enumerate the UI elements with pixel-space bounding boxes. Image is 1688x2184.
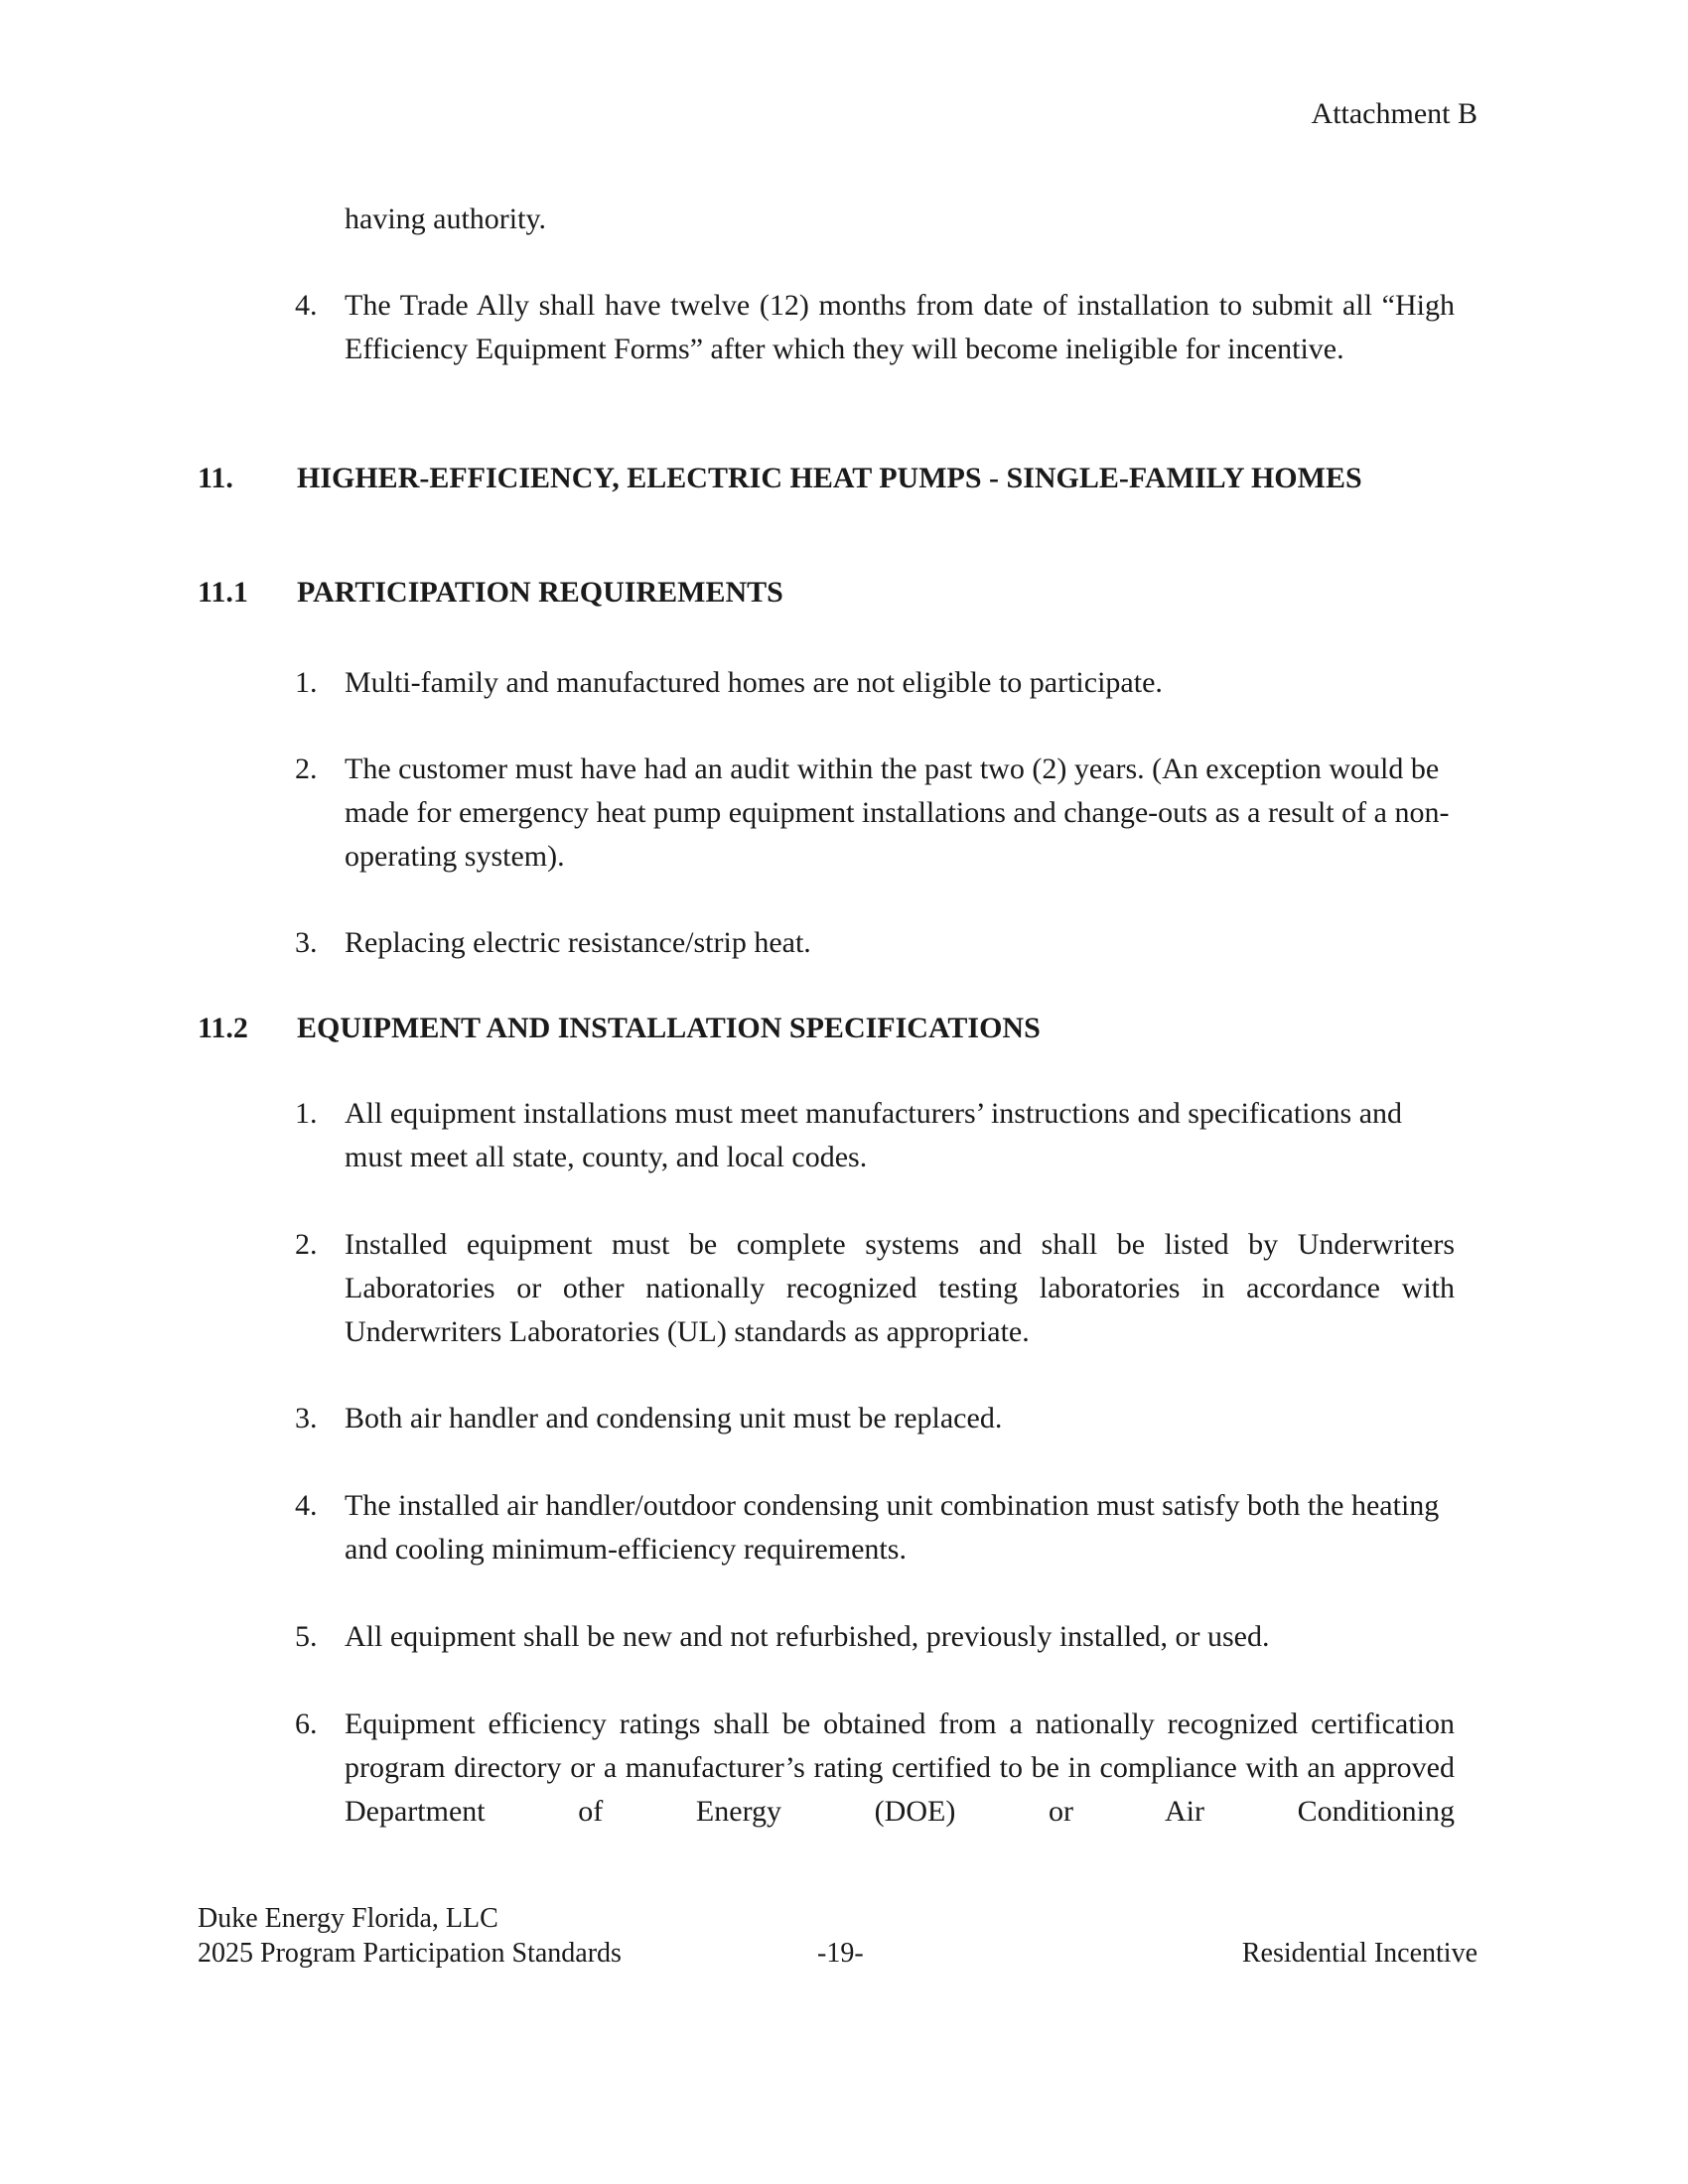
list-item-text: All equipment shall be new and not refurbished, previously installed, or used. <box>345 1620 1270 1653</box>
continuation-text: having authority. <box>345 203 547 235</box>
list-item-text: Installed equipment must be complete systems and shall be listed by Underwriters Laboratories or other nationally recognized testing laboratories in accordance with Underwriters Laboratories (UL) standards as appropriate. <box>345 1228 1455 1348</box>
section-title: EQUIPMENT AND INSTALLATION SPECIFICATIONS <box>297 1012 1041 1044</box>
list-item <box>295 1223 1455 1354</box>
list-item <box>295 748 1455 879</box>
list-item-number: 6. <box>295 1707 318 1740</box>
section-heading-11-2 <box>198 1010 1369 1047</box>
list-item-number: 2. <box>295 1228 318 1261</box>
list-item-number: 5. <box>295 1620 318 1653</box>
section-number: 11.2 <box>198 1012 248 1044</box>
list-item-number: 1. <box>295 666 318 699</box>
list-item-number: 3. <box>295 1402 318 1434</box>
section-heading-11 <box>198 460 1369 497</box>
list-item <box>295 1484 1455 1571</box>
attachment-label: Attachment B <box>1311 97 1477 130</box>
list-item <box>295 284 1455 371</box>
footer-document: 2025 Program Participation Standards <box>198 1938 622 1969</box>
list-item-text: Multi-family and manufactured homes are not eligible to participate. <box>345 666 1163 699</box>
section-number: 11.1 <box>198 576 248 609</box>
section-title: PARTICIPATION REQUIREMENTS <box>297 576 783 609</box>
list-item-text: The customer must have had an audit within the past two (2) years. (An exception would be made for emergency heat pump equipment installations and change-outs as a result of a non-operating system). <box>345 752 1450 873</box>
page-number: -19- <box>817 1938 864 1969</box>
list-item <box>295 1397 1455 1440</box>
list-item <box>295 1615 1455 1659</box>
footer-section: Residential Incentive <box>1241 1938 1477 1969</box>
list-item <box>295 1092 1455 1179</box>
list-item-text: Replacing electric resistance/strip heat. <box>345 926 811 959</box>
list-item-text: The Trade Ally shall have twelve (12) months from date of installation to submit all “High Efficiency Equipment Forms” after which they will become ineligible for incentive. <box>345 289 1455 365</box>
list-item <box>295 921 1455 965</box>
list-item <box>295 661 1455 705</box>
list-item <box>295 1703 1455 1834</box>
list-item-text: All equipment installations must meet manufacturers’ instructions and specifications and must meet all state, county, and local codes. <box>345 1097 1403 1173</box>
list-item-text: The installed air handler/outdoor condensing unit combination must satisfy both the heating and cooling minimum-efficiency requirements. <box>345 1489 1440 1566</box>
section-title: HIGHER-EFFICIENCY, ELECTRIC HEAT PUMPS - SINGLE-FAMILY HOMES <box>297 462 1362 494</box>
list-item-text: Equipment efficiency ratings shall be obtained from a nationally recognized certification program directory or a manufacturer’s rating certified to be in compliance with an approved Department of Energy (DOE) or Air Conditioning <box>345 1707 1455 1828</box>
list-item-number: 4. <box>295 289 318 322</box>
footer-company: Duke Energy Florida, LLC <box>198 1903 498 1934</box>
list-item-number: 3. <box>295 926 318 959</box>
section-number: 11. <box>198 462 233 494</box>
list-item-number: 2. <box>295 752 318 785</box>
section-heading-11-1 <box>198 574 1369 612</box>
list-item-text: Both air handler and condensing unit must be replaced. <box>345 1402 1003 1434</box>
list-item-number: 1. <box>295 1097 318 1130</box>
list-item-number: 4. <box>295 1489 318 1522</box>
